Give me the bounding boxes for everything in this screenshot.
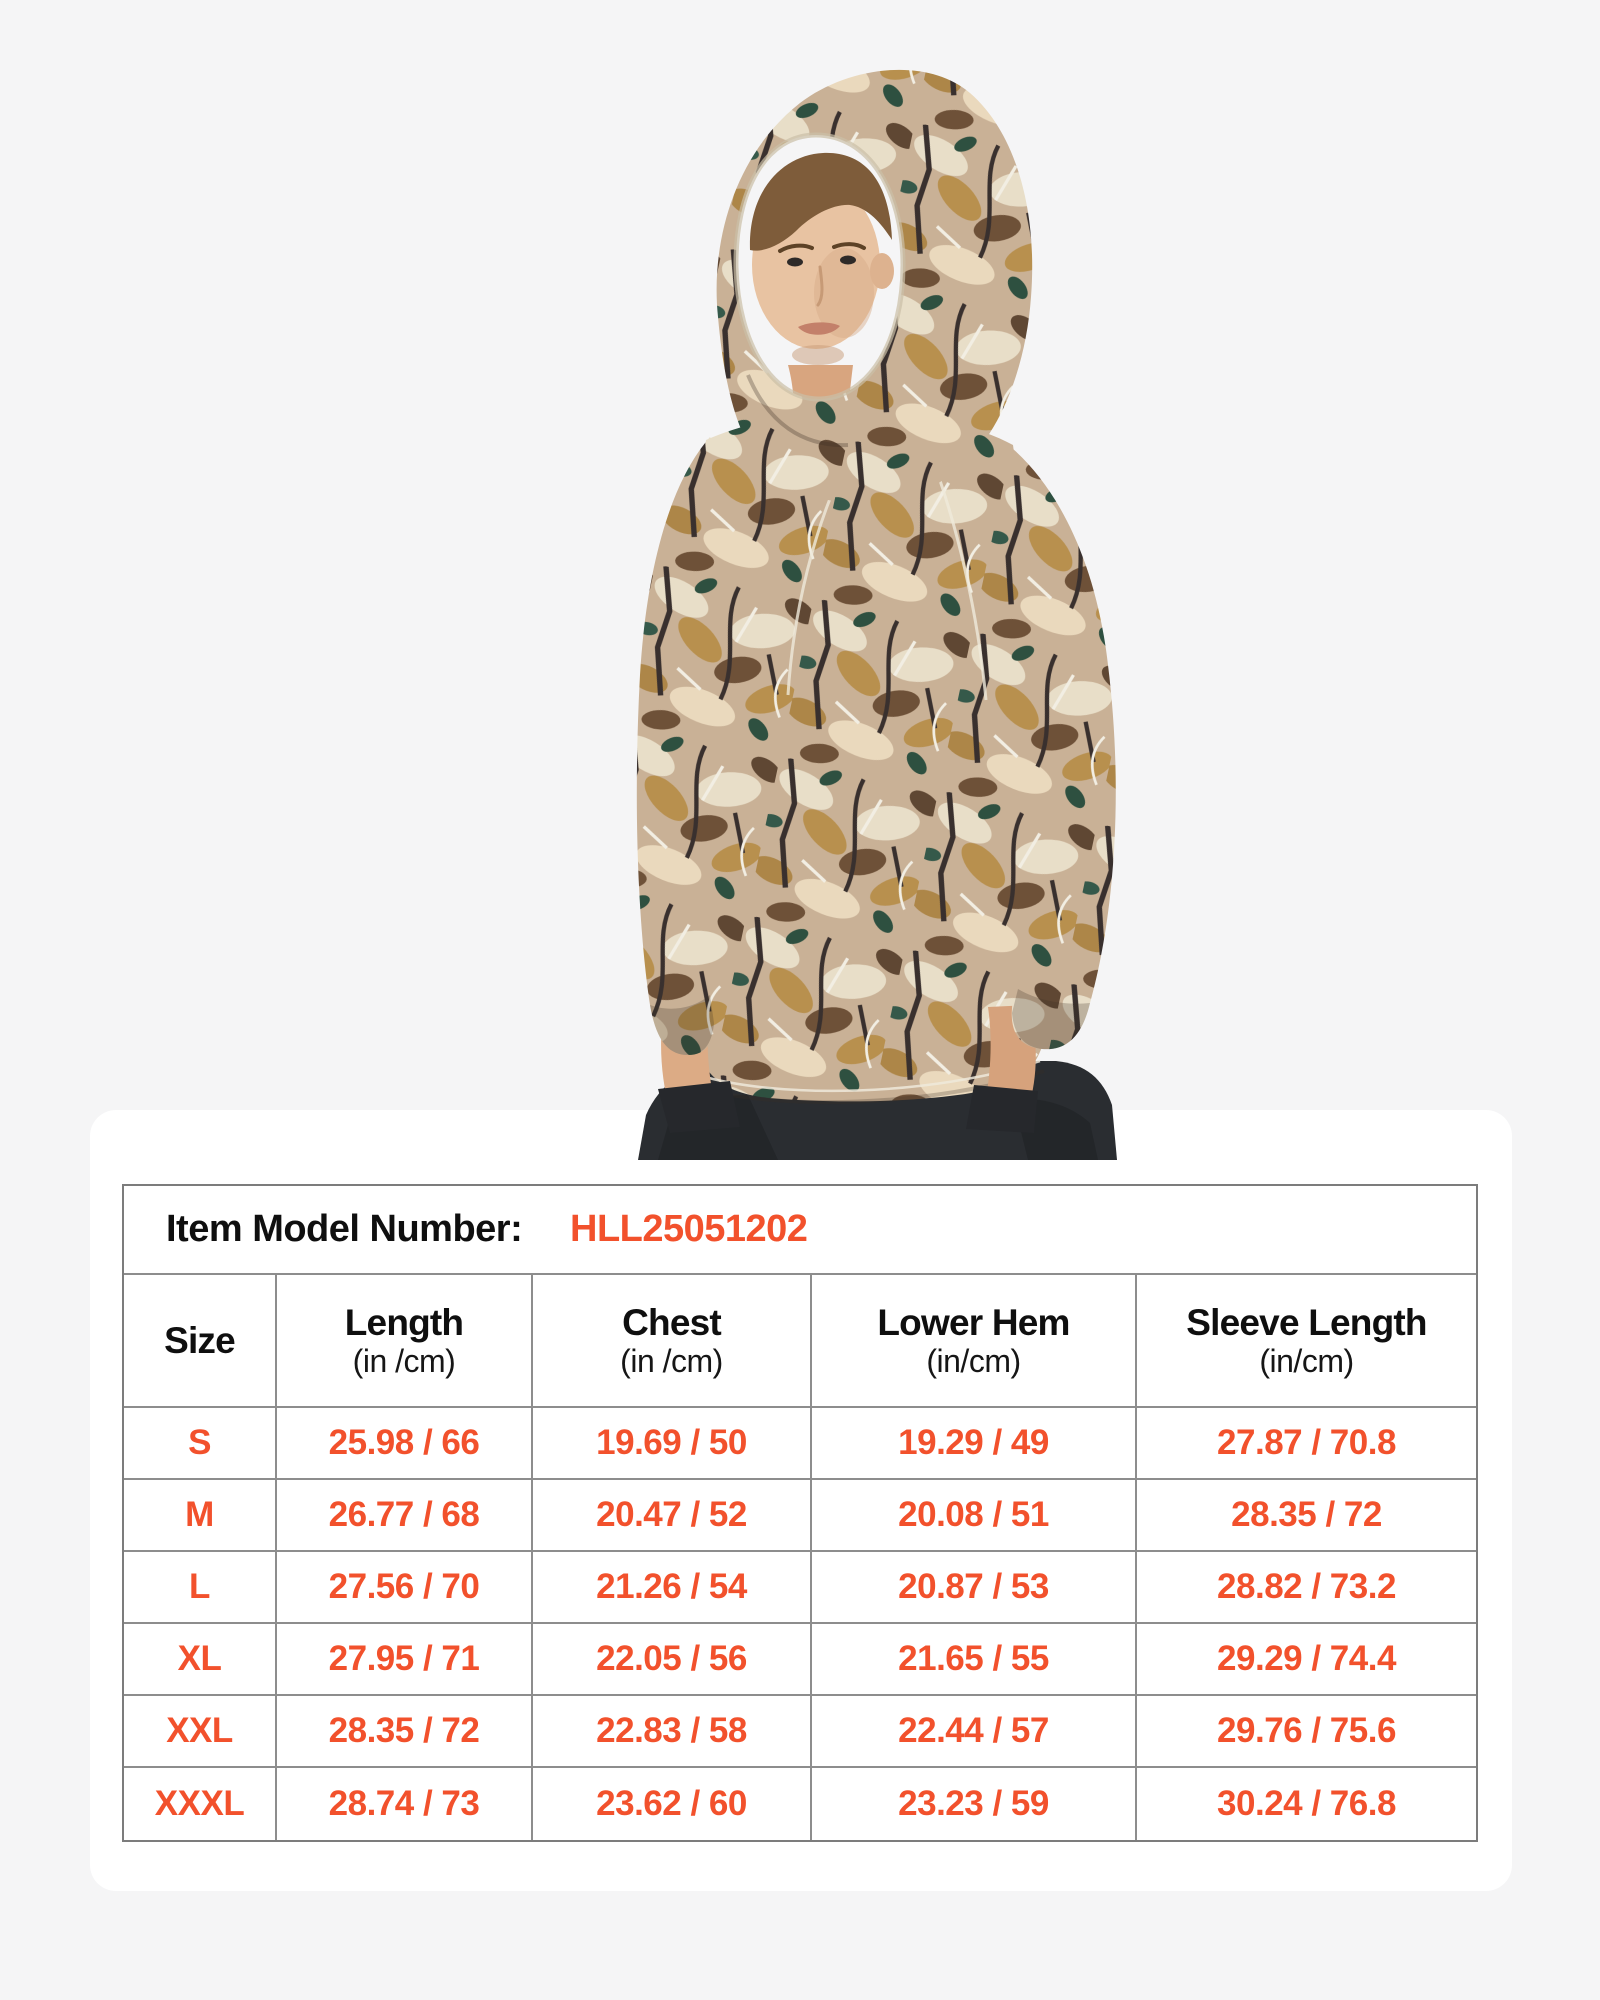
- hoodie-torso: [685, 412, 1048, 1102]
- length-cell: 27.95 / 71: [277, 1624, 533, 1696]
- sleeve-cell: 29.29 / 74.4: [1137, 1624, 1476, 1696]
- size-cell: XL: [124, 1624, 277, 1696]
- lower-hem-cell: 21.65 / 55: [812, 1624, 1137, 1696]
- model-number-label: Item Model Number:: [166, 1208, 523, 1250]
- col-header-label: Sleeve Length: [1186, 1301, 1427, 1343]
- col-header-unit: (in/cm): [926, 1343, 1021, 1380]
- col-header-label: Chest: [622, 1301, 721, 1343]
- model-number-value: HLL25051202: [570, 1208, 808, 1250]
- col-header-unit: (in /cm): [352, 1343, 456, 1380]
- size-cell: XXL: [124, 1696, 277, 1768]
- col-header-lower-hem: [812, 1275, 1137, 1408]
- col-header-label: Length: [344, 1301, 464, 1343]
- product-photo: [598, 55, 1198, 1160]
- length-cell: 25.98 / 66: [277, 1408, 533, 1480]
- col-header-size: [124, 1275, 277, 1408]
- chest-cell: 21.26 / 54: [533, 1552, 812, 1624]
- col-header-length: [277, 1275, 533, 1408]
- col-header-chest: [533, 1275, 812, 1408]
- size-table: [122, 1184, 1478, 1842]
- size-cell: M: [124, 1480, 277, 1552]
- size-chart-card: [90, 1110, 1512, 1891]
- lower-hem-cell: 19.29 / 49: [812, 1408, 1137, 1480]
- length-cell: 27.56 / 70: [277, 1552, 533, 1624]
- lower-hem-cell: 23.23 / 59: [812, 1768, 1137, 1840]
- model-number-row: [124, 1186, 1476, 1275]
- sleeve-cell: 30.24 / 76.8: [1217, 1784, 1396, 1823]
- chest-cell: 22.83 / 58: [533, 1696, 812, 1768]
- length-cell: 26.77 / 68: [277, 1480, 533, 1552]
- lower-hem-cell: 20.87 / 53: [812, 1552, 1137, 1624]
- lower-hem-cell: 20.08 / 51: [812, 1480, 1137, 1552]
- length-cell: 28.74 / 73: [277, 1768, 533, 1840]
- sleeve-cell: 28.35 / 72: [1137, 1480, 1476, 1552]
- sleeve-cell: 29.76 / 75.6: [1137, 1696, 1476, 1768]
- size-cell: L: [124, 1552, 277, 1624]
- size-cell: XXXL: [124, 1768, 277, 1840]
- col-header-sleeve-length: [1137, 1275, 1476, 1408]
- col-header-label: Size: [164, 1319, 235, 1361]
- length-cell: 28.35 / 72: [277, 1696, 533, 1768]
- lower-hem-cell: 22.44 / 57: [812, 1696, 1137, 1768]
- sleeve-cell: 27.87 / 70.8: [1137, 1408, 1476, 1480]
- col-header-unit: (in/cm): [1259, 1343, 1354, 1380]
- chest-cell: 23.62 / 60: [533, 1768, 812, 1840]
- size-cell: S: [124, 1408, 277, 1480]
- chest-cell: 22.05 / 56: [533, 1624, 812, 1696]
- sleeve-cell: 28.82 / 73.2: [1137, 1552, 1476, 1624]
- face: [750, 153, 894, 365]
- chest-cell: 20.47 / 52: [533, 1480, 812, 1552]
- chest-cell: 19.69 / 50: [533, 1408, 812, 1480]
- col-header-unit: (in /cm): [620, 1343, 723, 1380]
- col-header-label: Lower Hem: [877, 1301, 1070, 1343]
